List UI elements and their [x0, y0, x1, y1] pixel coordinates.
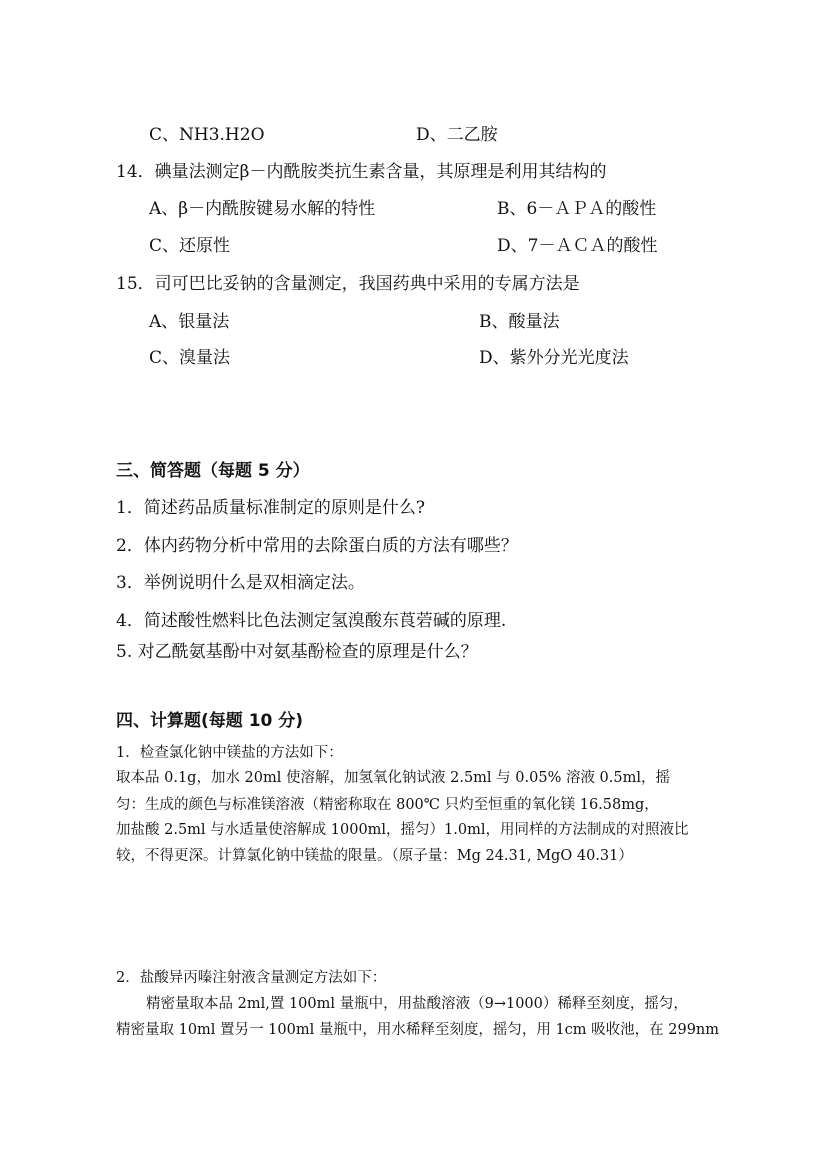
section3-item-1: 1．简述药品质量标准制定的原则是什么? [116, 498, 425, 518]
q14-option-b: B、6－ＡＰＡ的酸性 [497, 199, 657, 219]
q14-option-c: C、还原性 [149, 236, 231, 256]
section4-q1-line-4: 较，不得更深。计算氯化钠中镁盐的限量。（原子量：Mg 24.31, MgO 40.31） [116, 848, 633, 864]
q13-option-d: D、二乙胺 [416, 125, 498, 145]
q15-option-d: D、紫外分光光度法 [479, 348, 629, 368]
section4-q1-line-1: 取本品 0.1g，加水 20ml 使溶解，加氢氧化钠试液 2.5ml 与 0.05% 溶液 0.5ml，摇 [116, 770, 671, 786]
section4-title: 四、计算题(每题 10 分) [116, 711, 304, 731]
section4-q1-line-3: 加盐酸 2.5ml 与水适量使溶解成 1000ml，摇匀）1.0ml，用同样的方法制成的对照液比 [116, 822, 689, 838]
section3-item-2: 2．体内药物分析中常用的去除蛋白质的方法有哪些？ [116, 536, 518, 556]
section3-title: 三、简答题（每题 5 分） [116, 461, 310, 481]
section4-q1-stem: 1．检查氯化钠中镁盐的方法如下： [116, 745, 343, 761]
section3-item-4: 4．简述酸性燃料比色法测定氢溴酸东莨菪碱的原理. [116, 611, 507, 631]
section3-item-5: 5. 对乙酰氨基酚中对氨基酚检查的原理是什么？ [116, 642, 478, 662]
section3-item-3: 3．举例说明什么是双相滴定法。 [116, 573, 365, 593]
q14-option-a: A、β－内酰胺键易水解的特性 [149, 199, 376, 219]
section4-q1-line-2: 匀：生成的颜色与标准镁溶液（精密称取在 800℃ 只灼至恒重的氧化镁 16.58mg， [116, 797, 659, 813]
q14-stem: 14．碘量法测定β－内酰胺类抗生素含量，其原理是利用其结构的 [116, 162, 607, 182]
q13-option-c: C、NH3.H2O [149, 125, 265, 145]
section4-q2-stem: 2．盐酸异丙嗪注射液含量测定方法如下： [116, 970, 387, 986]
section4-q2-line-2: 精密量取 10ml 置另一 100ml 量瓶中，用水稀释至刻度，摇匀，用 1cm 吸收池，在 299nm [116, 1022, 720, 1038]
q14-option-d: D、7－ＡＣＡ的酸性 [497, 236, 658, 256]
q15-option-b: B、酸量法 [479, 312, 560, 332]
section4-q2-line-1: 精密量取本品 2ml,置 100ml 量瓶中，用盐酸溶液（9→1000）稀释至刻度，摇匀， [146, 996, 688, 1012]
q15-option-c: C、溴量法 [149, 348, 231, 368]
q15-stem: 15．司可巴比妥钠的含量测定，我国药典中采用的专属方法是 [116, 274, 580, 294]
q15-option-a: A、银量法 [149, 312, 230, 332]
